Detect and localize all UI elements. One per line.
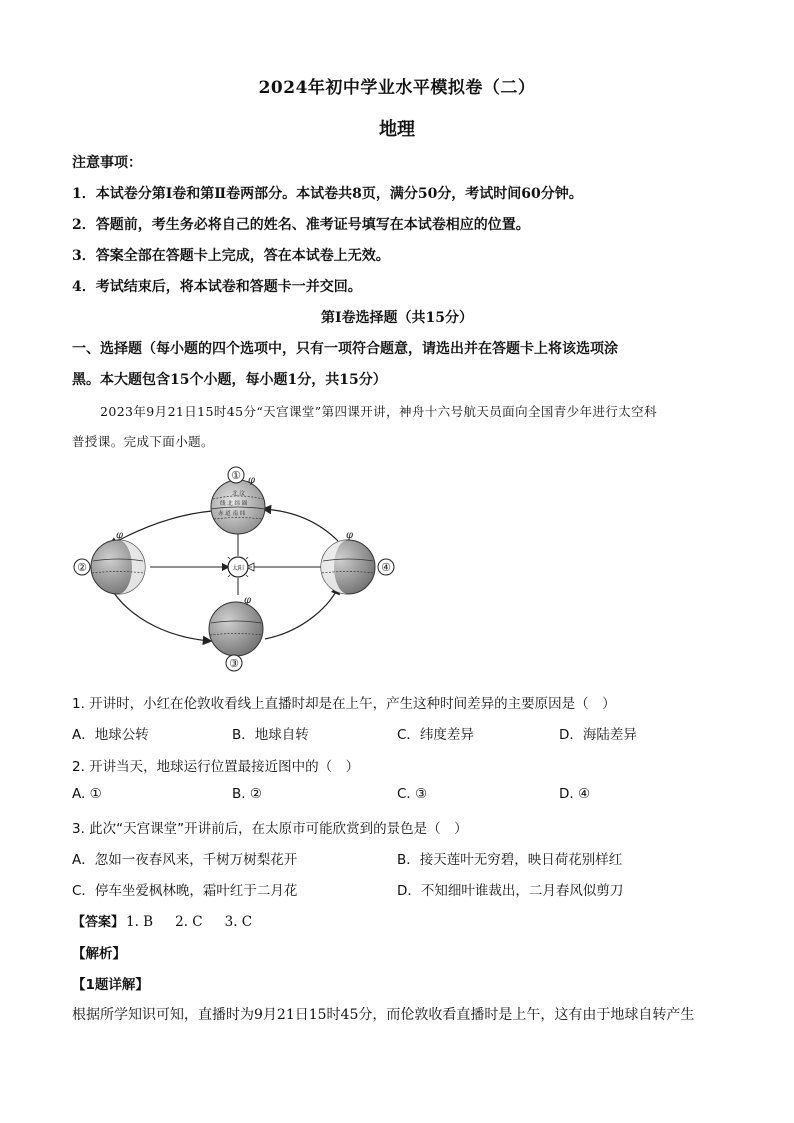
globe-position-3: [209, 602, 263, 656]
question-stem: 2. 开讲当天，地球运行位置最接近图中的（ ）: [72, 759, 360, 775]
question-option[interactable]: B．接天莲叶无穷碧，映日荷花别样红: [397, 852, 623, 868]
q1-analysis-label: 【1题详解】: [72, 977, 149, 993]
answer-label: 【答案】: [72, 915, 125, 930]
question-stem: 1. 开讲时，小红在伦敦收看线上直播时却是在上午，产生这种时间差异的主要原因是（ ）: [72, 696, 616, 712]
answer-item: 1. B: [126, 914, 154, 930]
question-option[interactable]: A．忽如一夜春风来，千树万树梨花开: [72, 852, 298, 868]
passage-text: 2023年9月21日15时45分“天宫课堂”第四课开讲，神舟十六号航天员面向全国青少年进行太空科: [100, 404, 657, 419]
q1-analysis-text: 根据所学知识可知，直播时为9月21日15时45分，而伦敦收看直播时是上午，这有由于地球自转产生: [72, 1007, 695, 1023]
answer-item: 2. C: [175, 914, 203, 930]
answer-line: [72, 911, 274, 930]
earth-orbit-diagram: [70, 463, 410, 673]
orbit-arc: [110, 587, 210, 641]
question-option[interactable]: A. ①: [72, 786, 102, 802]
svg-text:线 北 纬 圈: 线 北 纬 圈: [220, 501, 248, 507]
question-option[interactable]: D. ④: [559, 786, 591, 802]
notice-item: 4．考试结束后，将本试卷和答题卡一并交回。: [72, 279, 362, 295]
question-option[interactable]: D．海陆差异: [559, 727, 637, 743]
svg-text:φ: φ: [248, 475, 256, 486]
question-option[interactable]: B．地球自转: [232, 727, 309, 743]
notice-item: 2．答题前，考生务必将自己的姓名、准考证号填写在本试卷相应的位置。: [72, 217, 530, 233]
question-option[interactable]: C．纬度差异: [397, 727, 474, 743]
exam-title: 2024年初中学业水平模拟卷（二）: [258, 78, 536, 98]
orbit-arc: [265, 587, 338, 639]
position-label-3: ③: [229, 657, 239, 670]
globe-position-4: [321, 540, 375, 594]
question-option[interactable]: B. ②: [232, 786, 262, 802]
section-instruction: 黑。本大题包含15个小题，每小题1分，共15分）: [72, 372, 387, 388]
subject-title: 地理: [379, 119, 415, 140]
question-stem: 3. 此次“天宫课堂”开讲前后，在太原市可能欣赏到的景色是（ ）: [72, 821, 468, 837]
question-option[interactable]: C. ③: [397, 786, 428, 802]
question-option[interactable]: A．地球公转: [72, 727, 149, 743]
svg-text:北 汶: 北 汶: [232, 491, 245, 497]
svg-text:赤 道 南 纬: 赤 道 南 纬: [218, 511, 246, 517]
answer-item: 3. C: [224, 914, 253, 930]
section-instruction: 一、选择题（每小题的四个选项中，只有一项符合题意，请选出并在答题卡上将该选项涂: [72, 341, 618, 357]
notice-item: 1．本试卷分第Ⅰ卷和第Ⅱ卷两部分。本试卷共8页，满分50分，考试时间60分钟。: [72, 186, 583, 202]
sun-icon: [224, 553, 252, 581]
globe-position-2: [91, 540, 145, 594]
section-title: 第Ⅰ卷选择题（共15分）: [320, 310, 474, 326]
notice-item: 3．答案全部在答题卡上完成，答在本试卷上无效。: [72, 248, 390, 264]
question-option[interactable]: D．不知细叶谁裁出，二月春风似剪刀: [397, 883, 624, 899]
globe-position-1: [211, 480, 265, 534]
passage-text: 普授课。完成下面小题。: [72, 434, 214, 449]
svg-text:太阳: 太阳: [231, 565, 245, 572]
position-label-2: ②: [77, 561, 87, 574]
notice-heading: 注意事项：: [72, 155, 142, 171]
svg-text:φ: φ: [346, 530, 354, 541]
orbit-arc: [110, 511, 212, 545]
svg-text:φ: φ: [244, 595, 252, 606]
svg-text:φ: φ: [116, 530, 124, 541]
position-label-4: ④: [381, 561, 391, 574]
orbit-arc: [264, 509, 338, 541]
analysis-label: 【解析】: [72, 946, 126, 962]
question-option[interactable]: C．停车坐爱枫林晚，霜叶红于二月花: [72, 883, 298, 899]
position-label-1: ①: [231, 469, 241, 482]
